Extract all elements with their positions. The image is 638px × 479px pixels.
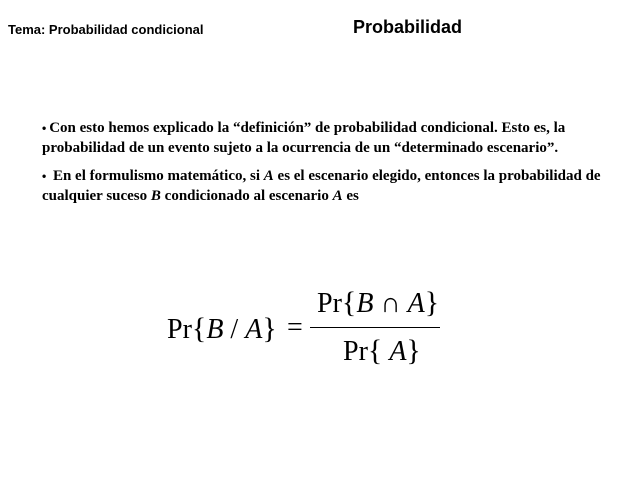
equals-sign: = bbox=[287, 312, 303, 343]
slash-symbol: / bbox=[230, 314, 239, 345]
conditional-probability-formula bbox=[150, 282, 480, 392]
pr-operator: Pr bbox=[317, 288, 342, 319]
formula-numerator bbox=[317, 286, 439, 320]
bullet-text-segment: es el escenario elegido, entonces la probabilidad de cualquier suceso bbox=[42, 168, 601, 204]
open-brace: { bbox=[367, 334, 383, 367]
bullet-list bbox=[42, 118, 602, 214]
variable-a: A bbox=[407, 288, 425, 319]
open-brace: { bbox=[341, 286, 357, 319]
variable-a: A bbox=[245, 314, 263, 345]
variable-a: A bbox=[332, 188, 343, 204]
variable-b: B bbox=[356, 288, 374, 319]
bullet-text-segment: condicionado al escenario bbox=[160, 188, 333, 204]
fraction-bar bbox=[310, 327, 440, 328]
variable-a: A bbox=[389, 336, 407, 367]
subject-title: Probabilidad bbox=[353, 17, 463, 37]
open-brace: { bbox=[191, 312, 207, 345]
topic-title: Tema: Probabilidad condicional bbox=[8, 22, 204, 37]
variable-b: B bbox=[150, 188, 161, 204]
variable-b: B bbox=[206, 314, 224, 345]
bullet-text-segment: En el formulismo matemático, si bbox=[52, 168, 264, 184]
bullet-icon: • bbox=[42, 169, 47, 183]
variable-a: A bbox=[263, 168, 274, 184]
pr-operator: Pr bbox=[167, 314, 192, 345]
close-brace: } bbox=[406, 334, 421, 367]
bullet-icon: • bbox=[42, 121, 47, 135]
pr-operator: Pr bbox=[343, 336, 368, 367]
formula-denominator bbox=[343, 334, 421, 368]
bullet-text-segment: es bbox=[342, 188, 359, 204]
close-brace: } bbox=[262, 312, 277, 345]
formula-lhs bbox=[167, 312, 277, 346]
intersection-symbol: ∩ bbox=[380, 288, 401, 319]
bullet-item-definition bbox=[42, 118, 602, 158]
bullet-text: Con esto hemos explicado la “definición” de probabilidad condicional. Esto es, la probabilidad de un evento sujeto a la ocurrencia de un “determinado escenario”. bbox=[42, 120, 566, 156]
bullet-item-formalism bbox=[42, 166, 602, 206]
close-brace: } bbox=[424, 286, 440, 319]
